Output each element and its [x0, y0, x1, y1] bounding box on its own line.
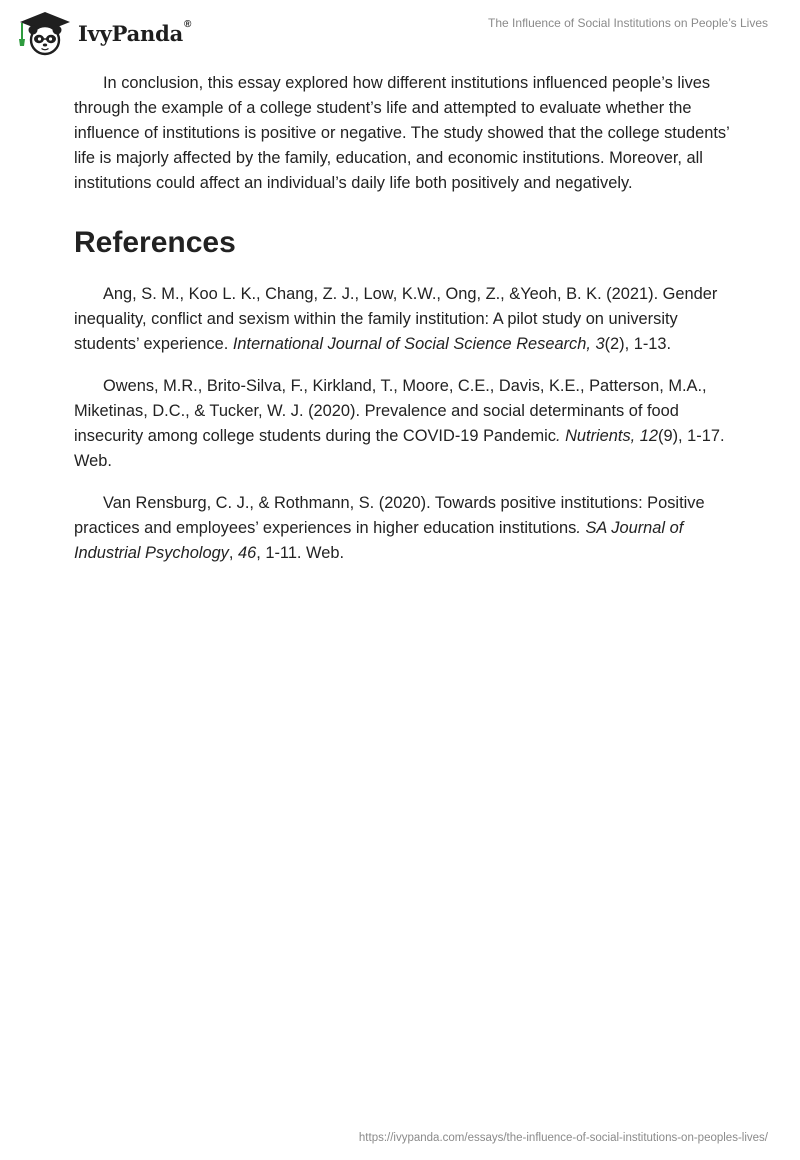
reference-separator: , [228, 544, 238, 562]
reference-details: , 1-11. Web. [256, 544, 344, 562]
reference-details: (9), 1-17. Web. [74, 427, 725, 470]
registered-mark: ® [184, 18, 192, 30]
reference-item [74, 374, 730, 474]
reference-journal: . SA Journal of Industrial Psychology [74, 519, 684, 562]
reference-item [74, 491, 730, 566]
reference-item [74, 282, 730, 357]
reference-details: (2), 1-13. [604, 335, 672, 353]
reference-volume: 46 [238, 544, 257, 562]
reference-authors: Ang, S. M., Koo L. K., Chang, Z. J., Low, K.W., Ong, Z., &Yeoh, B. K. (2021). Gender inequality, conflict and sexism within the family institution: A pilot study on university students’ experience. [74, 285, 718, 353]
reference-journal: International Journal of Social Science Research, 3 [232, 335, 605, 353]
ivypanda-logo[interactable] [14, 8, 191, 56]
reference-journal: . Nutrients, 12 [555, 427, 659, 445]
logo-wordmark: IvyPanda® [78, 18, 192, 46]
document-title: The Influence of Social Institutions on People’s Lives [488, 16, 768, 30]
source-url[interactable]: https://ivypanda.com/essays/the-influence-of-social-institutions-on-peoples-lives/ [358, 1132, 768, 1144]
conclusion-paragraph: In conclusion, this essay explored how different institutions influenced people’s lives through the example of a college student’s life and attempted to evaluate whether the influence of institutions is positive or negative. The study showed that the college students’ life is majorly affected by the family, education, and economic institutions. Moreover, all institutions could affect an individual’s daily life both positively and negatively. [74, 74, 730, 192]
reference-authors: Van Rensburg, C. J., & Rothmann, S. (2020). Towards positive institutions: Positive practices and employees’ experiences in higher education institutions [74, 494, 705, 537]
page-header [0, 0, 800, 60]
references-list [74, 282, 730, 566]
references-heading: References [74, 226, 236, 259]
panda-graduate-icon [14, 8, 76, 56]
reference-authors: Owens, M.R., Brito-Silva, F., Kirkland, T., Moore, C.E., Davis, K.E., Patterson, M.A., Miketinas, D.C., & Tucker, W. J. (2020). Prevalence and social determinants of food insecurity among college students during the COVID-19 Pandemic [74, 377, 707, 445]
essay-content [74, 71, 730, 583]
